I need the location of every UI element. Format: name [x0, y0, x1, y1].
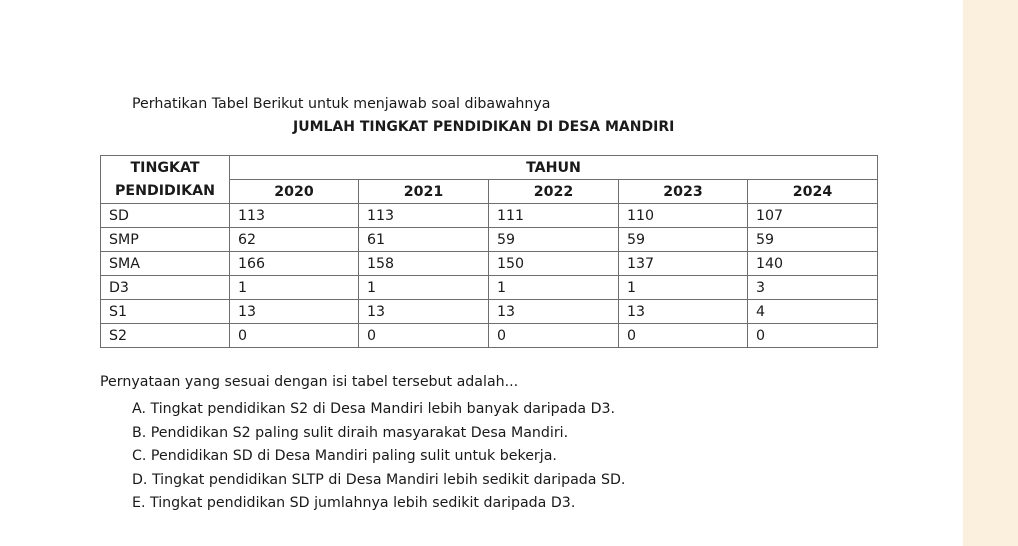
year-header: 2021 — [359, 180, 489, 204]
level-cell: S1 — [101, 300, 230, 324]
value-cell: 59 — [748, 228, 878, 252]
value-cell: 0 — [619, 324, 748, 348]
value-cell: 1 — [619, 276, 748, 300]
option-e: E. Tingkat pendidikan SD jumlahnya lebih sedikit daripada D3. — [132, 495, 576, 511]
table-row — [101, 228, 878, 252]
year-header: 2022 — [489, 180, 619, 204]
value-cell: 158 — [359, 252, 489, 276]
stub-header-line1: TINGKAT — [101, 156, 230, 180]
value-cell: 137 — [619, 252, 748, 276]
header-row-2 — [101, 180, 878, 204]
year-header: 2023 — [619, 180, 748, 204]
value-cell: 1 — [489, 276, 619, 300]
level-cell: SMA — [101, 252, 230, 276]
year-header: 2024 — [748, 180, 878, 204]
value-cell: 113 — [359, 204, 489, 228]
value-cell: 111 — [489, 204, 619, 228]
value-cell: 59 — [489, 228, 619, 252]
option-d: D. Tingkat pendidikan SLTP di Desa Mandiri lebih sedikit daripada SD. — [132, 471, 626, 488]
answer-options — [132, 398, 625, 516]
level-cell: S2 — [101, 324, 230, 348]
option-a: A. Tingkat pendidikan S2 di Desa Mandiri lebih banyak daripada D3. — [132, 401, 616, 417]
table-row — [101, 252, 878, 276]
value-cell: 59 — [619, 228, 748, 252]
stub-header-line2: PENDIDIKAN — [101, 180, 230, 204]
value-cell: 13 — [489, 300, 619, 324]
value-cell: 1 — [230, 276, 359, 300]
table-row — [101, 300, 878, 324]
value-cell: 0 — [230, 324, 359, 348]
level-cell: SMP — [101, 228, 230, 252]
table-row — [101, 276, 878, 300]
value-cell: 0 — [489, 324, 619, 348]
value-cell: 166 — [230, 252, 359, 276]
value-cell: 0 — [359, 324, 489, 348]
value-cell: 13 — [359, 300, 489, 324]
value-cell: 3 — [748, 276, 878, 300]
level-cell: SD — [101, 204, 230, 228]
value-cell: 62 — [230, 228, 359, 252]
option-c: C. Pendidikan SD di Desa Mandiri paling sulit untuk bekerja. — [132, 448, 557, 464]
value-cell: 150 — [489, 252, 619, 276]
side-panel — [963, 0, 1018, 546]
value-cell: 13 — [619, 300, 748, 324]
value-cell: 0 — [748, 324, 878, 348]
value-cell: 61 — [359, 228, 489, 252]
intro-text: Perhatikan Tabel Berikut untuk menjawab soal dibawahnya — [132, 96, 551, 112]
value-cell: 110 — [619, 204, 748, 228]
header-row-1 — [101, 156, 878, 180]
education-table — [100, 155, 878, 348]
value-cell: 4 — [748, 300, 878, 324]
value-cell: 107 — [748, 204, 878, 228]
level-cell: D3 — [101, 276, 230, 300]
year-header: 2020 — [230, 180, 359, 204]
option-b: B. Pendidikan S2 paling sulit diraih masyarakat Desa Mandiri. — [132, 424, 569, 441]
year-group-header: TAHUN — [230, 156, 878, 180]
table-title: JUMLAH TINGKAT PENDIDIKAN DI DESA MANDIRI — [293, 119, 675, 135]
value-cell: 13 — [230, 300, 359, 324]
table-row — [101, 324, 878, 348]
value-cell: 113 — [230, 204, 359, 228]
table-row — [101, 204, 878, 228]
value-cell: 1 — [359, 276, 489, 300]
value-cell: 140 — [748, 252, 878, 276]
question-text: Pernyataan yang sesuai dengan isi tabel tersebut adalah... — [100, 374, 519, 390]
